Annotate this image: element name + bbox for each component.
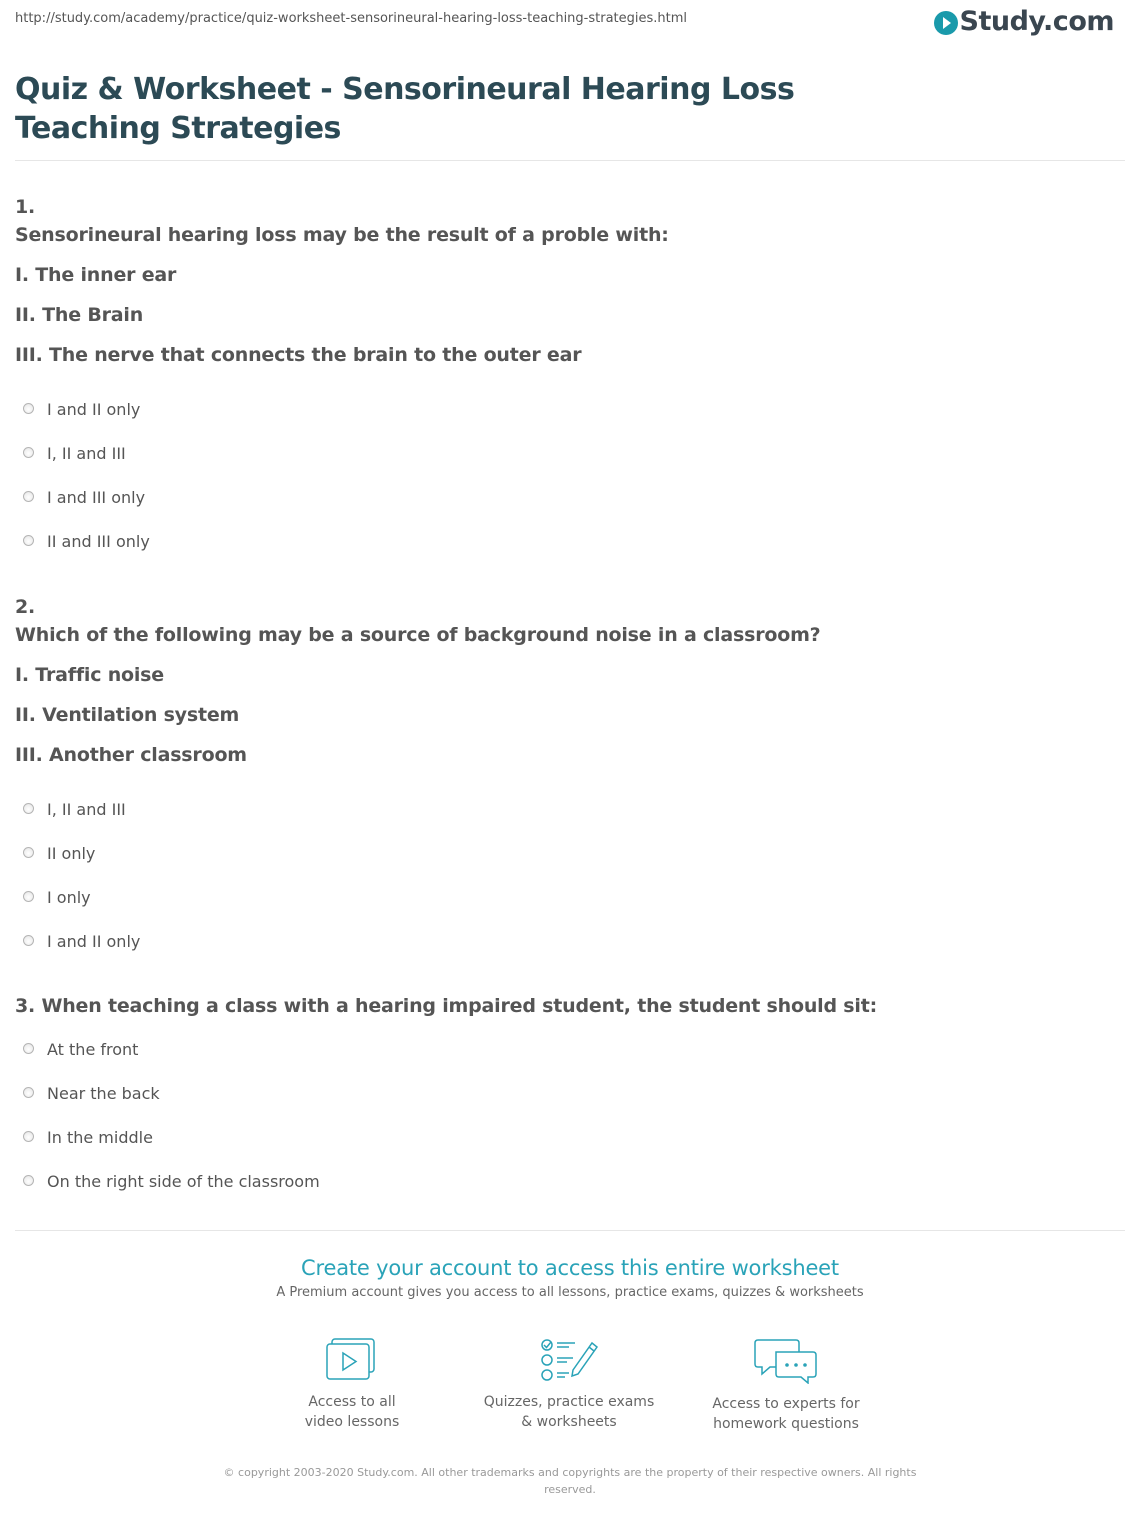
- question-1-statement: III. The nerve that connects the brain to the outer ear: [15, 344, 582, 366]
- question-2-statement: II. Ventilation system: [15, 704, 240, 726]
- radio-button[interactable]: [23, 935, 34, 946]
- radio-button[interactable]: [23, 803, 34, 814]
- radio-button[interactable]: [23, 491, 34, 502]
- question-1-prompt: Sensorineural hearing loss may be the result of a proble with:: [15, 224, 669, 246]
- question-1-option[interactable]: [23, 487, 145, 507]
- feature-video-lessons: [262, 1338, 442, 1432]
- radio-button[interactable]: [23, 403, 34, 414]
- brand-name: Study.com: [959, 6, 1114, 37]
- option-label: I and II only: [47, 931, 141, 951]
- option-label: II only: [47, 843, 96, 863]
- question-2-option[interactable]: [23, 843, 95, 863]
- question-2-option[interactable]: [23, 799, 126, 819]
- title-divider: [15, 160, 1125, 161]
- feature-experts: [696, 1338, 876, 1434]
- radio-button[interactable]: [23, 1087, 34, 1098]
- feature-line: Quizzes, practice exams: [483, 1394, 655, 1410]
- page-title: Quiz & Worksheet - Sensorineural Hearing Loss Teaching Strategies: [15, 72, 795, 146]
- feature-line: video lessons: [304, 1414, 400, 1430]
- play-logo-icon: [934, 11, 958, 35]
- radio-button[interactable]: [23, 1175, 34, 1186]
- question-1-statement: II. The Brain: [15, 304, 144, 326]
- question-3-option[interactable]: [23, 1171, 320, 1191]
- option-label: I only: [47, 887, 91, 907]
- study-logo[interactable]: [934, 6, 1114, 37]
- option-label: On the right side of the classroom: [47, 1171, 320, 1191]
- radio-button[interactable]: [23, 891, 34, 902]
- option-label: II and III only: [47, 531, 150, 551]
- radio-button[interactable]: [23, 1131, 34, 1142]
- question-3-option[interactable]: [23, 1127, 153, 1147]
- radio-button[interactable]: [23, 1043, 34, 1054]
- question-3-option[interactable]: [23, 1083, 160, 1103]
- question-1-option[interactable]: [23, 443, 126, 463]
- question-2-option[interactable]: [23, 887, 91, 907]
- cta-divider: [15, 1230, 1125, 1231]
- feature-line: Access to experts for: [712, 1396, 860, 1412]
- page-url: http://study.com/academy/practice/quiz-worksheet-sensorineural-hearing-loss-teaching-strategies.html: [15, 11, 688, 26]
- video-lessons-icon: [326, 1338, 378, 1382]
- radio-button[interactable]: [23, 535, 34, 546]
- question-1-option[interactable]: [23, 399, 140, 419]
- question-1-option[interactable]: [23, 531, 150, 551]
- radio-button[interactable]: [23, 447, 34, 458]
- feature-line: homework questions: [713, 1416, 859, 1432]
- option-label: In the middle: [47, 1127, 153, 1147]
- question-3-option[interactable]: [23, 1039, 138, 1059]
- question-2-statement: I. Traffic noise: [15, 664, 164, 686]
- question-1-number: 1.: [15, 196, 36, 218]
- feature-line: Access to all: [308, 1394, 396, 1410]
- option-label: I and III only: [47, 487, 146, 507]
- radio-button[interactable]: [23, 847, 34, 858]
- option-label: At the front: [47, 1039, 139, 1059]
- option-label: I and II only: [47, 399, 141, 419]
- question-2-option[interactable]: [23, 931, 140, 951]
- chat-bubbles-icon: [754, 1338, 818, 1384]
- option-label: I, II and III: [47, 799, 126, 819]
- option-label: Near the back: [47, 1083, 160, 1103]
- cta-subtitle: A Premium account gives you access to all lessons, practice exams, quizzes & worksheets: [276, 1285, 864, 1300]
- feature-quizzes: [479, 1338, 659, 1432]
- feature-line: & worksheets: [521, 1414, 617, 1430]
- question-3-prompt: 3. When teaching a class with a hearing impaired student, the student should sit:: [15, 995, 877, 1017]
- option-label: I, II and III: [47, 443, 126, 463]
- question-1-statement: I. The inner ear: [15, 264, 177, 286]
- question-2-statement: III. Another classroom: [15, 744, 247, 766]
- quiz-checklist-icon: [539, 1338, 599, 1382]
- question-2-prompt: Which of the following may be a source of background noise in a classroom?: [15, 624, 821, 646]
- copyright: © copyright 2003-2020 Study.com. All other trademarks and copyrights are the property of their respective owners. All rights reserved.: [223, 1466, 917, 1496]
- cta-title[interactable]: Create your account to access this entire worksheet: [301, 1256, 839, 1280]
- question-2-number: 2.: [15, 596, 36, 618]
